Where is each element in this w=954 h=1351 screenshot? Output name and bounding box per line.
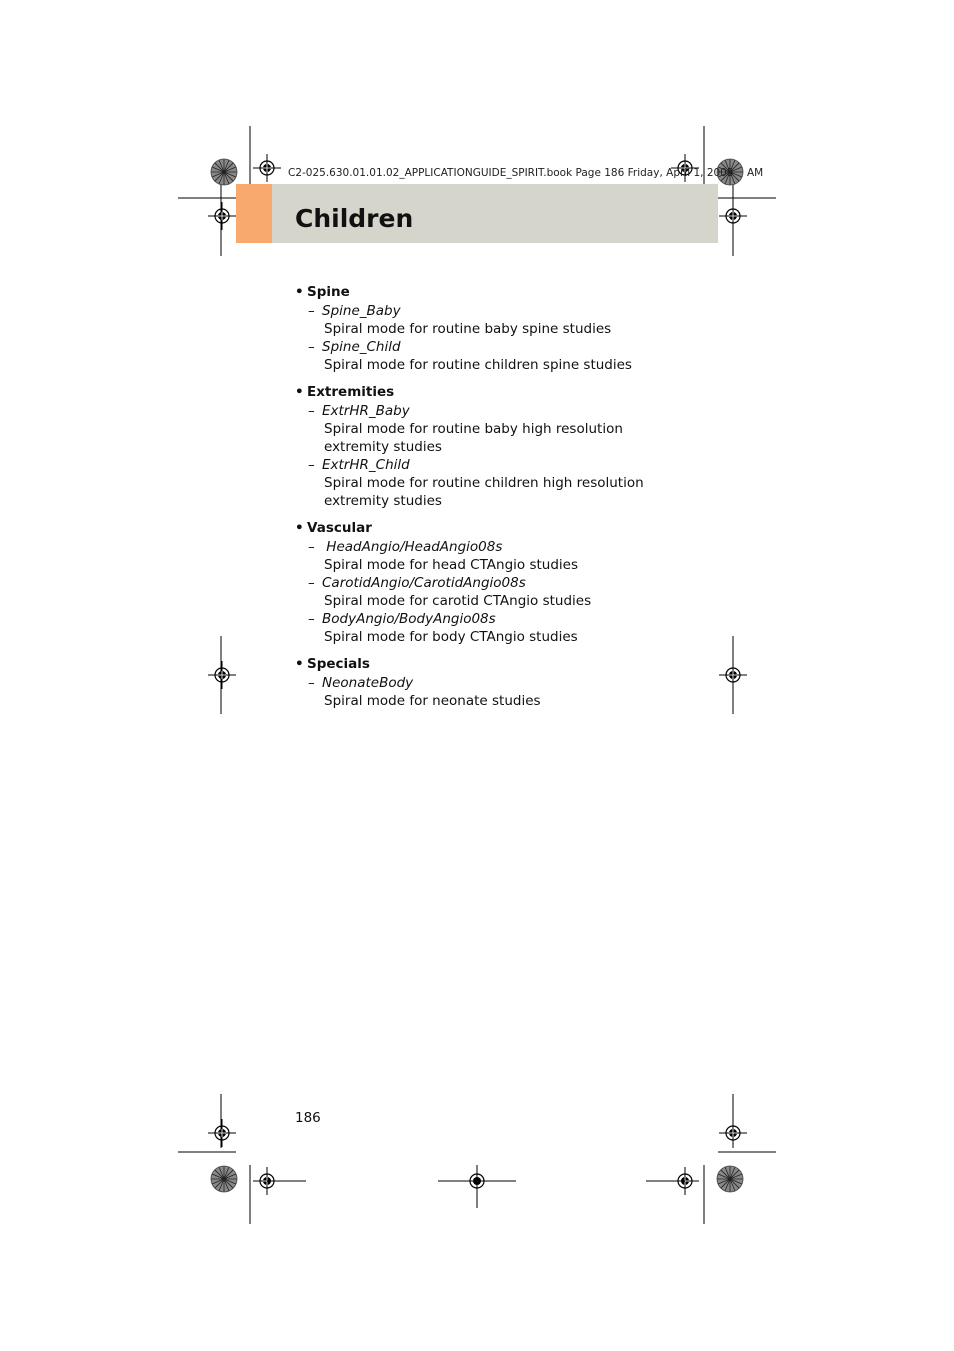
book-slug-time: AM [747,167,764,179]
protocol-name [308,302,715,320]
bullet-icon: • [295,656,304,672]
list-item [295,538,715,574]
protocol-name [308,402,715,420]
protocol-name-label: Spine_Baby [322,303,401,319]
dash-icon: – [308,539,315,555]
section-heading-label: Extremities [307,384,395,400]
protocol-name-label: NeonateBody [322,675,414,691]
section-specials [295,655,715,710]
chapter-color-tab [236,184,272,243]
bullet-icon: • [295,384,304,400]
dash-icon: – [308,675,315,691]
list-item [295,574,715,610]
section-extremities [295,383,715,510]
section-spine [295,283,715,374]
section-heading [295,283,715,302]
protocol-name [308,456,715,474]
protocol-description: Spiral mode for routine children spine studies [324,357,632,373]
list-item [295,456,715,510]
page-title: Children [295,204,414,233]
protocol-name [308,338,715,356]
section-heading-label: Spine [307,284,350,300]
dash-icon: – [308,575,315,591]
protocol-description: Spiral mode for routine baby high resolution [324,421,623,437]
protocol-description: Spiral mode for routine children high resolution [324,475,644,491]
dash-icon: – [308,611,315,627]
protocol-name-label: CarotidAngio/CarotidAngio08s [322,575,526,591]
protocol-description: extremity studies [324,439,442,455]
protocol-description: Spiral mode for body CTAngio studies [324,629,578,645]
protocol-name [308,610,715,628]
bullet-icon: • [295,284,304,300]
page-number: 186 [295,1110,321,1126]
bullet-icon: • [295,520,304,536]
section-heading-label: Vascular [307,520,372,536]
protocol-name [308,674,715,692]
protocol-name [308,538,715,556]
section-heading [295,519,715,538]
protocol-list [295,283,715,719]
protocol-name-label: BodyAngio/BodyAngio08s [322,611,496,627]
section-heading-label: Specials [307,656,370,672]
section-heading [295,655,715,674]
list-item [295,674,715,710]
protocol-name-label: Spine_Child [322,339,401,355]
dash-icon: – [308,457,315,473]
protocol-description: Spiral mode for carotid CTAngio studies [324,593,592,609]
list-item [295,610,715,646]
section-heading [295,383,715,402]
protocol-description: Spiral mode for neonate studies [324,693,541,709]
protocol-name-label: ExtrHR_Baby [322,403,410,419]
section-vascular [295,519,715,646]
protocol-description: extremity studies [324,493,442,509]
protocol-name [308,574,715,592]
protocol-description: Spiral mode for head CTAngio studies [324,557,579,573]
book-slug-line: C2-025.630.01.01.02_APPLICATIONGUIDE_SPIRIT.book Page 186 Friday, April 1, 2005 [288,167,734,179]
dash-icon: – [308,403,315,419]
dash-icon: – [308,303,315,319]
dash-icon: – [308,339,315,355]
list-item [295,338,715,374]
protocol-description: Spiral mode for routine baby spine studies [324,321,612,337]
protocol-name-label: ExtrHR_Child [322,457,410,473]
protocol-name-label: HeadAngio/HeadAngio08s [322,539,503,555]
list-item [295,302,715,338]
list-item [295,402,715,456]
